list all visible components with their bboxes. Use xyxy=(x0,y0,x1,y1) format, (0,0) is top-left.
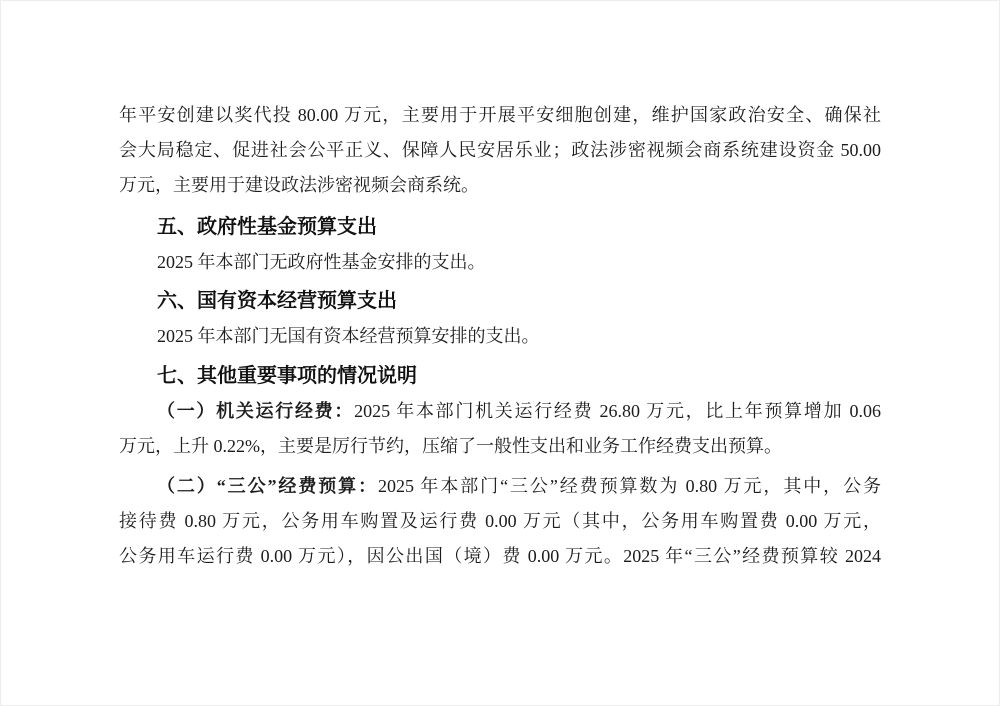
run-bold-three-public-budget: （二）“三公”经费预算： xyxy=(157,476,379,496)
para-no-state-capital: 2025 年本部门无国有资本经营预算安排的支出。 xyxy=(157,326,540,346)
heading-gov-fund-budget: 五、政府性基金预算支出 xyxy=(157,216,377,238)
run-regular-three-public-budget: 2025 年本部门“三公”经费预算数为 0.80 万元，其中，公务 xyxy=(378,476,881,496)
text-column xyxy=(119,98,881,574)
continuation-paragraph-line-1: 年平安创建以奖代投 80.00 万元，主要用于开展平安细胞创建，维护国家政治安全、确保社 xyxy=(119,105,881,125)
para-agency-operating-cost-line-2: 万元，上升 0.22%，主要是厉行节约，压缩了一般性支出和业务工作经费支出预算。 xyxy=(119,436,782,456)
para-no-gov-fund: 2025 年本部门无政府性基金安排的支出。 xyxy=(157,252,486,272)
para-three-public-budget-line-3: 公务用车运行费 0.00 万元），因公出国（境）费 0.00 万元。2025 年“三公”经费预算较 2024 xyxy=(119,546,881,566)
run-bold-agency-operating-cost: （一）机关运行经费： xyxy=(157,401,355,421)
heading-other-important-items: 七、其他重要事项的情况说明 xyxy=(157,365,417,387)
para-agency-operating-cost-line-1 xyxy=(119,394,881,429)
continuation-paragraph-line-3: 万元，主要用于建设政法涉密视频会商系统。 xyxy=(119,175,479,195)
para-three-public-budget-line-2: 接待费 0.80 万元，公务用车购置及运行费 0.00 万元（其中，公务用车购置费 0.00 万元， xyxy=(119,511,881,531)
para-three-public-budget-line-1 xyxy=(119,469,881,504)
heading-state-capital-budget: 六、国有资本经营预算支出 xyxy=(157,290,397,312)
continuation-paragraph-line-2: 会大局稳定、促进社会公平正义、保障人民安居乐业；政法涉密视频会商系统建设资金 50.00 xyxy=(119,140,881,160)
run-regular-agency-operating-cost: 2025 年本部门机关运行经费 26.80 万元，比上年预算增加 0.06 xyxy=(354,401,881,421)
